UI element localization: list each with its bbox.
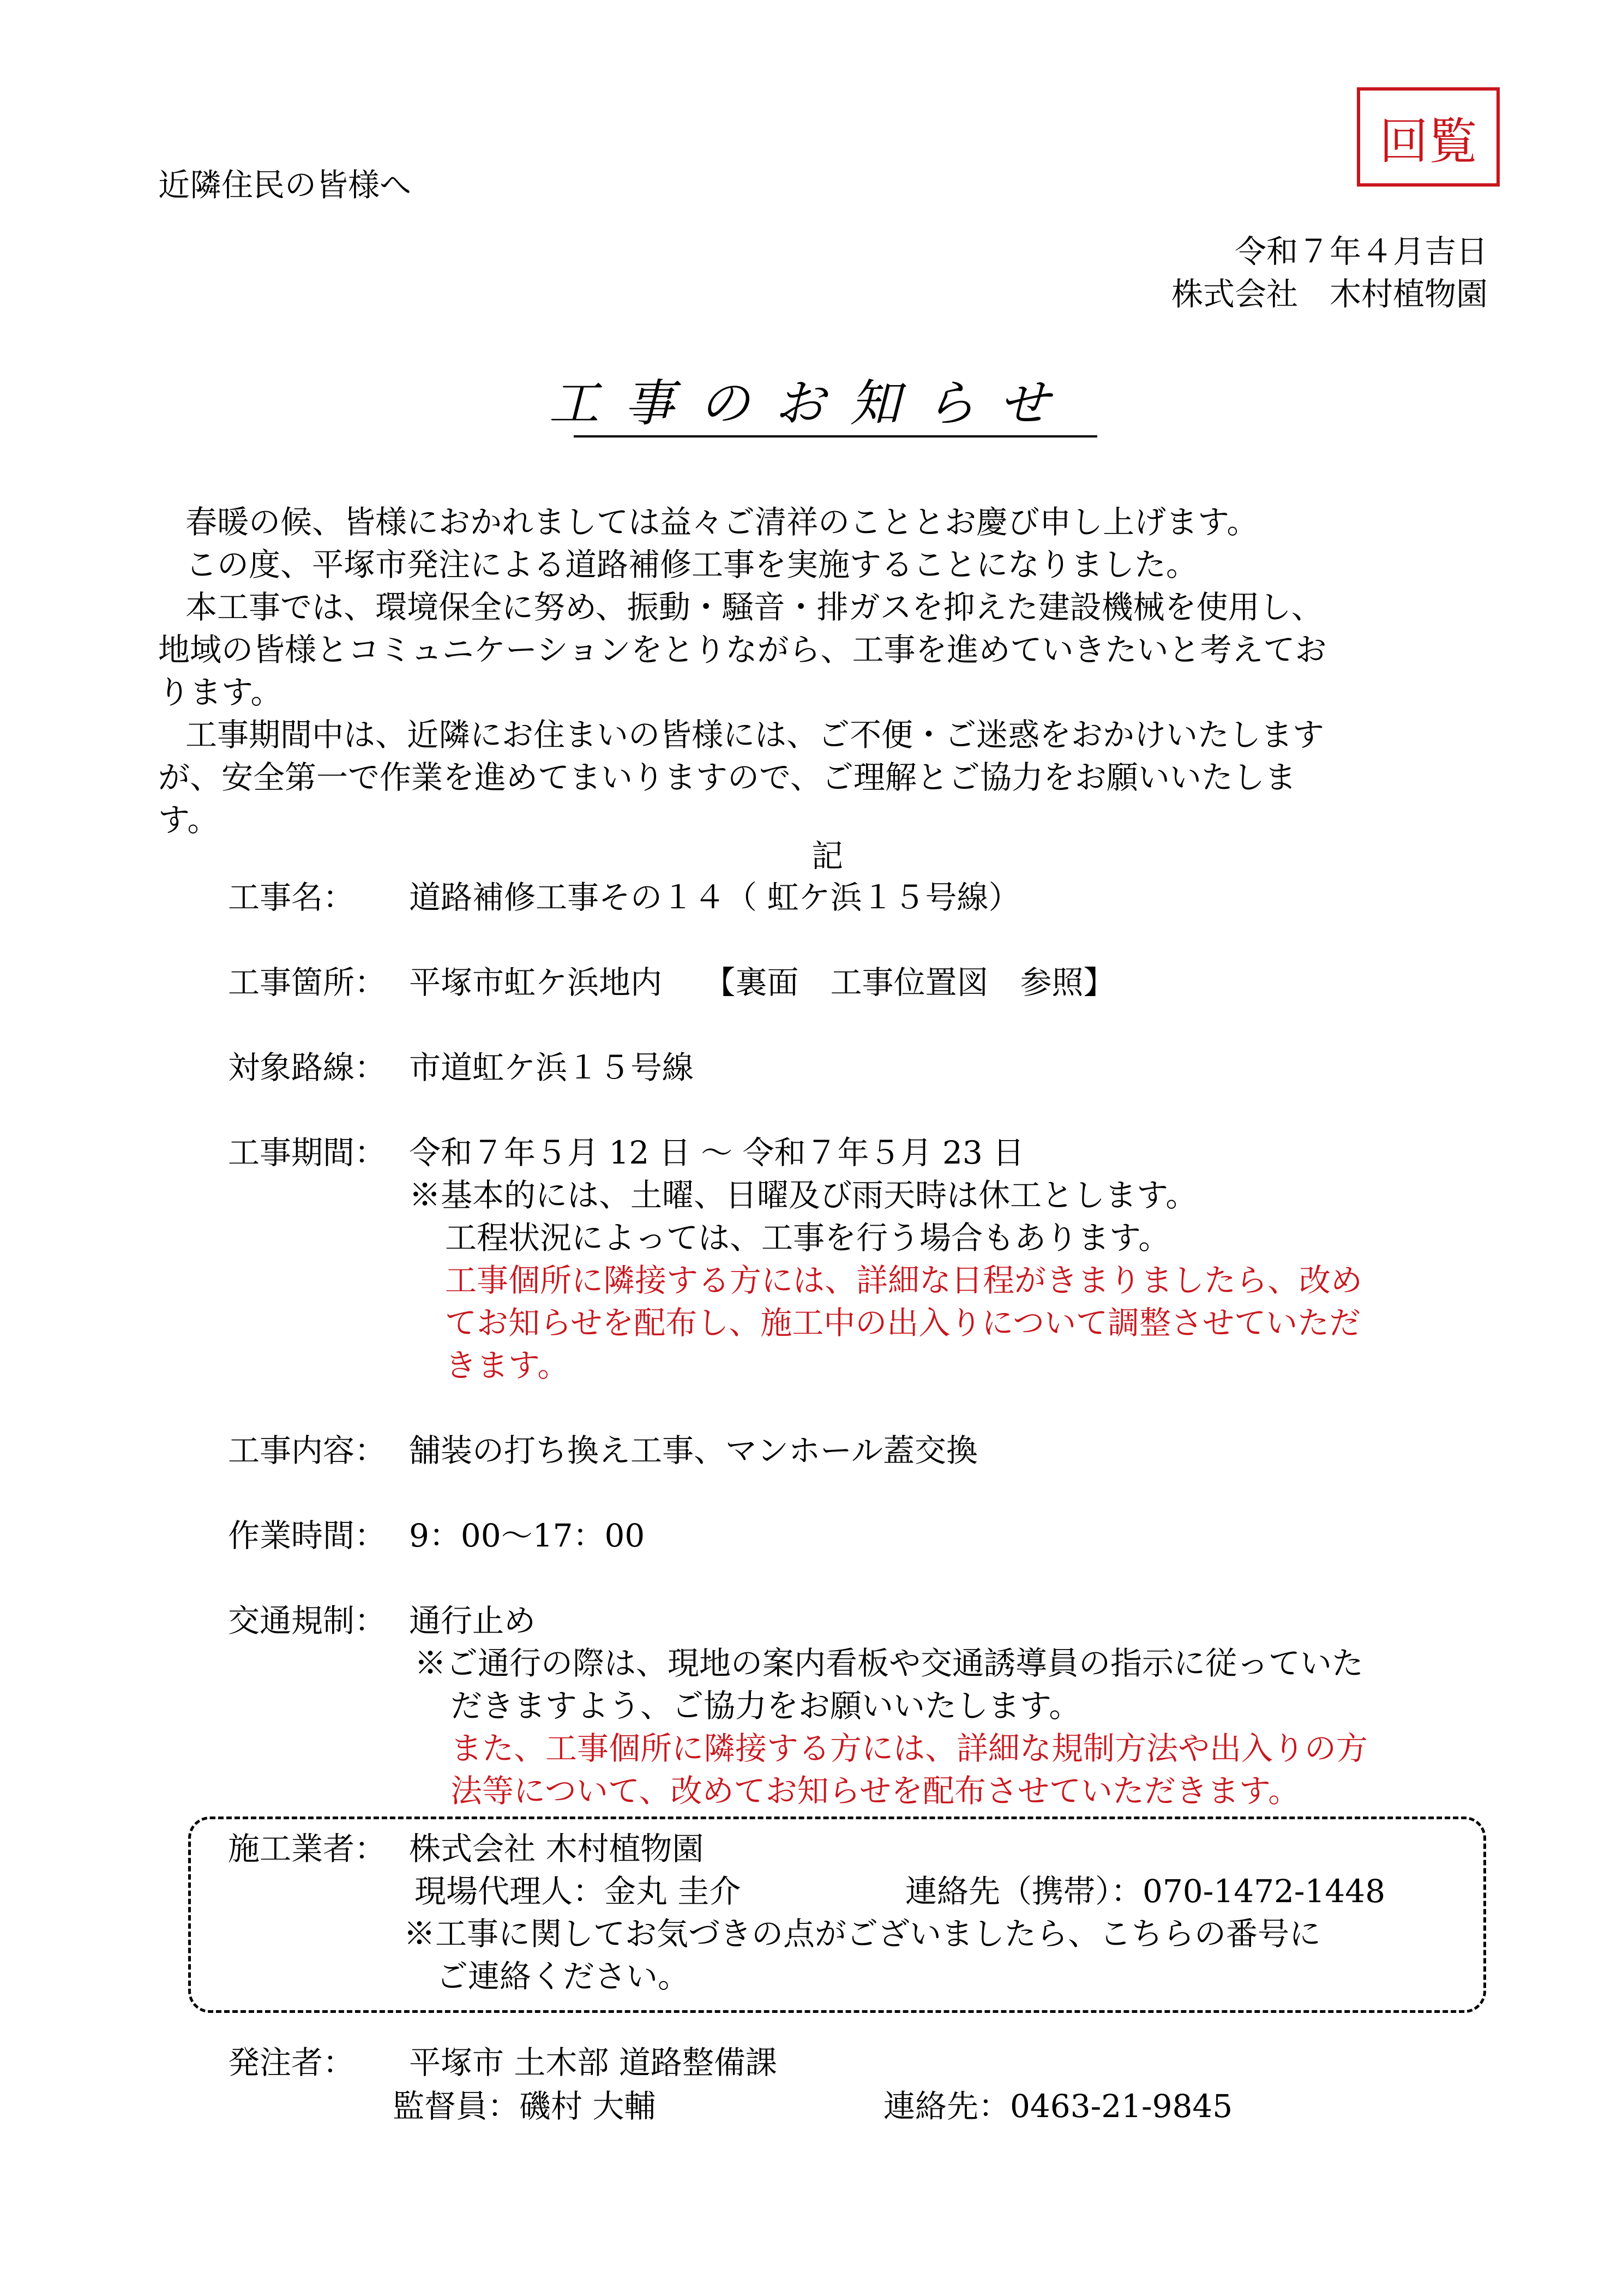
ki-heading: 記 [812,837,844,874]
item-content-label: 工事内容： [228,1432,387,1469]
greeting-line-3: 本工事では、環境保全に努め、振動・騒音・排ガスを抑えた建設機械を使用し、 [185,589,1323,626]
item-route-label: 対象路線： [228,1049,387,1086]
orderer-contact: 連絡先：0463-21-9845 [883,2088,1233,2125]
addressee: 近隣住民の皆様へ [158,166,412,203]
item-location-value: 平塚市虹ケ浜地内 【裏面 工事位置図 参照】 [409,964,1115,1001]
item-traffic-red-1: また、工事個所に隣接する方には、詳細な規制方法や出入りの方 [450,1730,1368,1767]
issue-date: 令和７年４月吉日 [1234,233,1488,270]
item-period-note-2: 工程状況によっては、工事を行う場合もあります。 [445,1219,1170,1256]
contractor-note-1: ※工事に関してお気づきの点がございましたら、こちらの番号に [404,1915,1321,1952]
item-traffic-label: 交通規制： [228,1602,387,1639]
sender-company: 株式会社 木村植物園 [1171,275,1488,313]
item-hours-label: 作業時間： [228,1517,387,1554]
contractor-agent: 現場代理人：金丸 圭介 [414,1873,741,1910]
contractor-contact: 連絡先（携帯）：070-1472-1448 [905,1873,1386,1910]
contractor-label: 施工業者： [228,1830,387,1867]
item-traffic-note-1: ※ご通行の際は、現地の案内看板や交通誘導員の指示に従っていた [414,1645,1364,1682]
circulation-stamp: 回覧 [1357,87,1500,187]
item-traffic-red-2: 法等について、改めてお知らせを配布させていただきます。 [450,1772,1300,1809]
item-period-note-1: ※基本的には、土曜、日曜及び雨天時は休工とします。 [409,1177,1198,1214]
contractor-value: 株式会社 木村植物園 [409,1830,704,1867]
item-name-label: 工事名： [228,879,355,916]
greeting-line-1: 春暖の候、皆様におかれましては益々ご清祥のこととお慶び申し上げます。 [185,503,1259,541]
item-hours-value: 9：00～17：00 [409,1517,645,1554]
item-period-red-2: てお知らせを配布し、施工中の出入りについて調整させていただ [445,1304,1361,1341]
item-name-value: 道路補修工事その１４（ 虹ケ浜１５号線） [409,879,1020,916]
orderer-supervisor: 監督員：磯村 大輔 [393,2088,656,2125]
greeting-line-5: ります。 [158,674,282,711]
document-title: 工事のお知らせ [549,374,1074,433]
item-period-red-1: 工事個所に隣接する方には、詳細な日程がきまりましたら、改め [445,1262,1363,1299]
orderer-value: 平塚市 土木部 道路整備課 [409,2044,777,2081]
item-location-label: 工事箇所： [228,964,387,1001]
orderer-label: 発注者： [228,2044,355,2081]
item-content-value: 舗装の打ち換え工事、マンホール蓋交換 [409,1432,978,1469]
contractor-note-2: ご連絡ください。 [436,1958,690,1995]
item-traffic-note-2: だきますよう、ご協力をお願いいたします。 [450,1687,1081,1724]
item-route-value: 市道虹ケ浜１５号線 [409,1049,694,1086]
item-period-value: 令和７年５月 12 日 ～ 令和７年５月 23 日 [409,1134,1025,1171]
item-traffic-value: 通行止め [409,1602,536,1639]
greeting-line-8: す。 [158,801,219,838]
greeting-line-4: 地域の皆様とコミュニケーションをとりながら、工事を進めていきたいと考えてお [158,631,1327,668]
greeting-line-2: この度、平塚市発注による道路補修工事を実施することになりました。 [185,546,1198,583]
greeting-line-7: が、安全第一で作業を進めてまいりますので、ご理解とご協力をお願いいたしま [158,759,1296,796]
item-period-red-3: きます。 [445,1347,569,1384]
greeting-line-6: 工事期間中は、近隣にお住まいの皆様には、ご不便・ご迷惑をおかけいたします [185,716,1325,753]
item-period-label: 工事期間： [228,1134,387,1171]
title-underline [574,435,1097,437]
